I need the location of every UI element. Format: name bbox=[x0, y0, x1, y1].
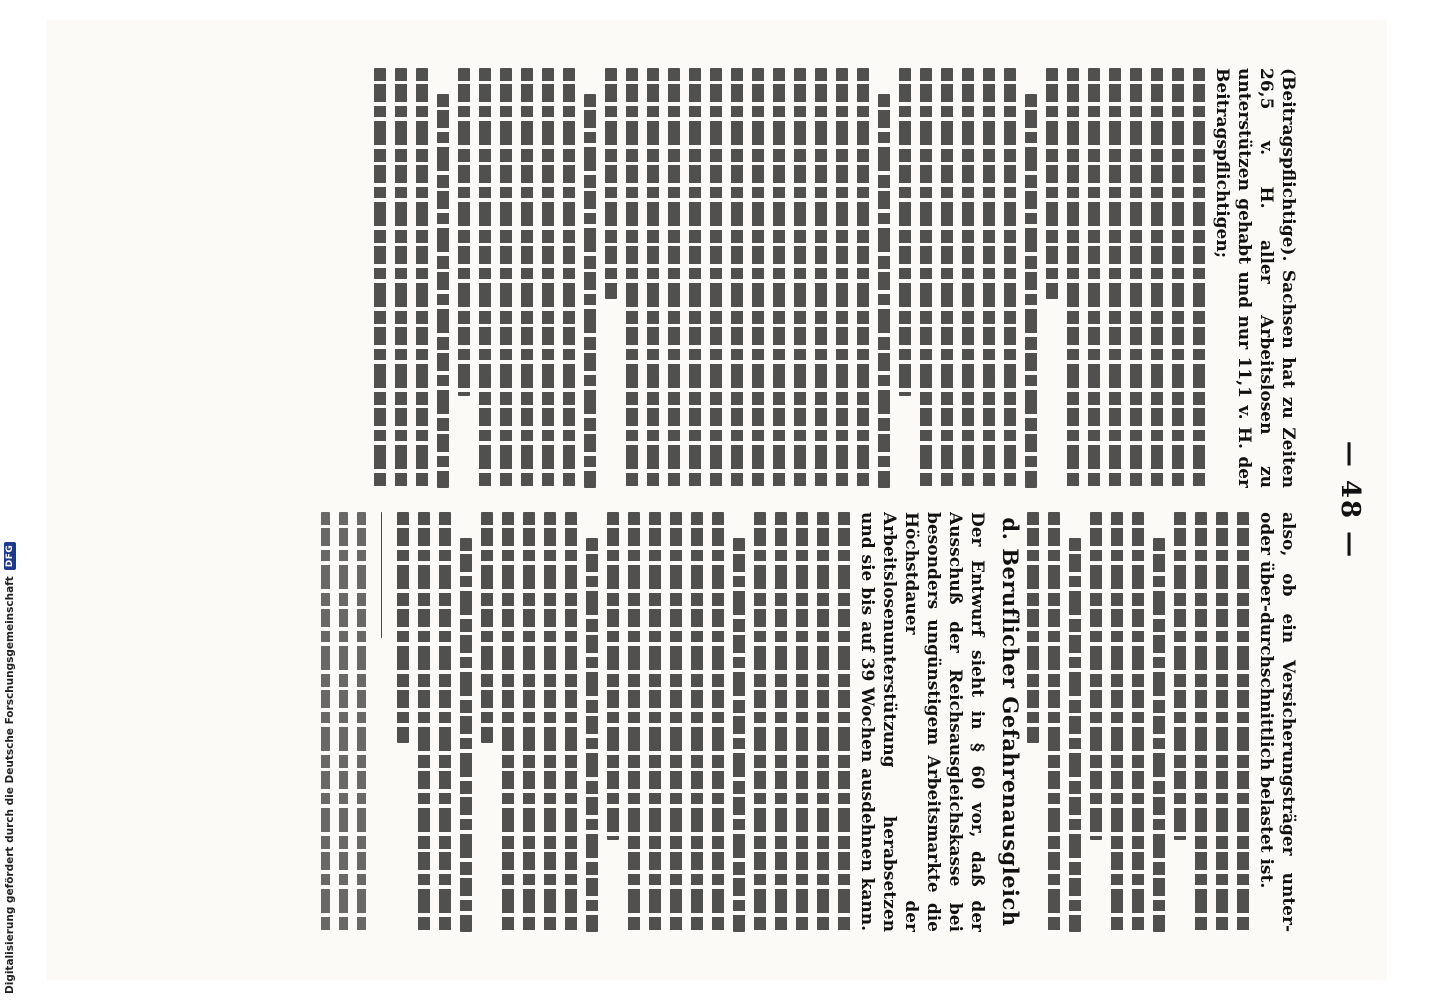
text-line bbox=[1111, 512, 1123, 932]
text-line bbox=[691, 512, 703, 932]
text-line bbox=[1090, 512, 1102, 840]
left-column bbox=[87, 68, 1299, 488]
text-line bbox=[668, 68, 680, 488]
text-line bbox=[500, 68, 512, 488]
text-line bbox=[773, 68, 785, 488]
text-line bbox=[649, 512, 661, 932]
text-line bbox=[899, 68, 911, 396]
text-line bbox=[439, 512, 451, 932]
text-line bbox=[605, 68, 617, 299]
text-line bbox=[437, 94, 449, 488]
text-line bbox=[374, 68, 386, 488]
right-column bbox=[87, 512, 1299, 932]
right-column-intro: also, ob ein Versicherungsträger unter- oder über-durchschnittlich belastet ist. bbox=[1256, 512, 1298, 932]
text-line bbox=[796, 512, 808, 932]
text-line bbox=[458, 68, 470, 396]
left-column-body bbox=[374, 68, 1205, 488]
right-column-body-bottom bbox=[321, 512, 850, 932]
text-line bbox=[710, 68, 722, 488]
text-line bbox=[920, 68, 932, 488]
section-intro: Der Entwurf sieht in § 60 vor, daß der Ausschuß der Reichsausgleichskasse bei besonders ungünstigem Arbeitsmarkte die Höchstdauer der Arbeitslosenunterstützung herabsetzen und sie bis auf 39 Wochen ausdehnen kann. bbox=[857, 512, 987, 932]
text-line bbox=[733, 538, 745, 932]
text-line bbox=[838, 512, 850, 932]
dfg-logo: DFG bbox=[4, 542, 16, 571]
text-line bbox=[815, 68, 827, 488]
text-line bbox=[1048, 512, 1060, 932]
text-line bbox=[670, 512, 682, 932]
text-line bbox=[1069, 538, 1081, 932]
text-line bbox=[584, 94, 596, 488]
text-line bbox=[339, 512, 348, 932]
text-line bbox=[586, 538, 598, 932]
text-line bbox=[565, 512, 577, 932]
text-line bbox=[479, 68, 491, 488]
text-line bbox=[689, 68, 701, 488]
text-line bbox=[1216, 512, 1228, 932]
text-line bbox=[1193, 68, 1205, 488]
text-line bbox=[542, 68, 554, 488]
text-line bbox=[357, 512, 366, 932]
text-line bbox=[1046, 68, 1058, 299]
digitization-credit bbox=[4, 542, 16, 994]
text-line bbox=[1237, 512, 1249, 932]
text-line bbox=[502, 512, 514, 932]
text-line bbox=[460, 538, 472, 932]
text-line bbox=[381, 512, 382, 638]
text-line bbox=[563, 68, 575, 488]
text-line bbox=[1151, 68, 1163, 488]
text-line bbox=[521, 68, 533, 488]
text-line bbox=[1004, 68, 1016, 488]
text-line bbox=[817, 512, 829, 932]
text-line bbox=[416, 68, 428, 488]
text-line bbox=[836, 68, 848, 488]
text-line bbox=[544, 512, 556, 932]
text-line bbox=[1195, 512, 1207, 932]
text-line bbox=[1027, 512, 1039, 743]
text-line bbox=[321, 512, 330, 932]
text-line bbox=[941, 68, 953, 488]
right-column-body-top bbox=[1027, 512, 1249, 932]
text-line bbox=[983, 68, 995, 488]
text-line bbox=[754, 512, 766, 932]
text-line bbox=[628, 512, 640, 932]
text-line bbox=[1153, 538, 1165, 932]
text-line bbox=[962, 68, 974, 488]
text-line bbox=[857, 68, 869, 488]
text-line bbox=[1132, 512, 1144, 932]
text-line bbox=[1088, 68, 1100, 488]
text-line bbox=[418, 512, 430, 932]
text-line bbox=[794, 68, 806, 488]
text-line bbox=[481, 512, 493, 743]
section-heading: d. Beruflicher Gefahrenausgleich bbox=[998, 517, 1023, 927]
text-line bbox=[1172, 68, 1184, 488]
credit-text: Digitalisierung gefördert durch die Deutsche Forschungsgemeinschaft bbox=[4, 576, 16, 994]
text-line bbox=[397, 512, 409, 743]
page-number: — 48 — bbox=[1335, 440, 1365, 560]
text-line bbox=[712, 512, 724, 932]
text-line bbox=[647, 68, 659, 488]
text-line bbox=[1025, 94, 1037, 488]
text-line bbox=[731, 68, 743, 488]
text-line bbox=[1109, 68, 1121, 488]
text-line bbox=[775, 512, 787, 932]
text-line bbox=[1174, 512, 1186, 840]
text-columns bbox=[87, 68, 1299, 932]
text-line bbox=[523, 512, 535, 932]
text-line bbox=[626, 68, 638, 488]
text-line bbox=[1067, 68, 1079, 488]
text-line bbox=[607, 512, 619, 840]
left-column-intro: (Beitragspflichtige). Sachsen hat zu Zeiten 26,5 v. H. aller Arbeitslosen zu unterstützen gehabt und nur 11,1 v. H. der Beitragspflichtigen; bbox=[1212, 68, 1298, 488]
text-line bbox=[1130, 68, 1142, 488]
text-line bbox=[752, 68, 764, 488]
text-line bbox=[878, 94, 890, 488]
text-line bbox=[395, 68, 407, 488]
scanned-page bbox=[47, 20, 1387, 980]
